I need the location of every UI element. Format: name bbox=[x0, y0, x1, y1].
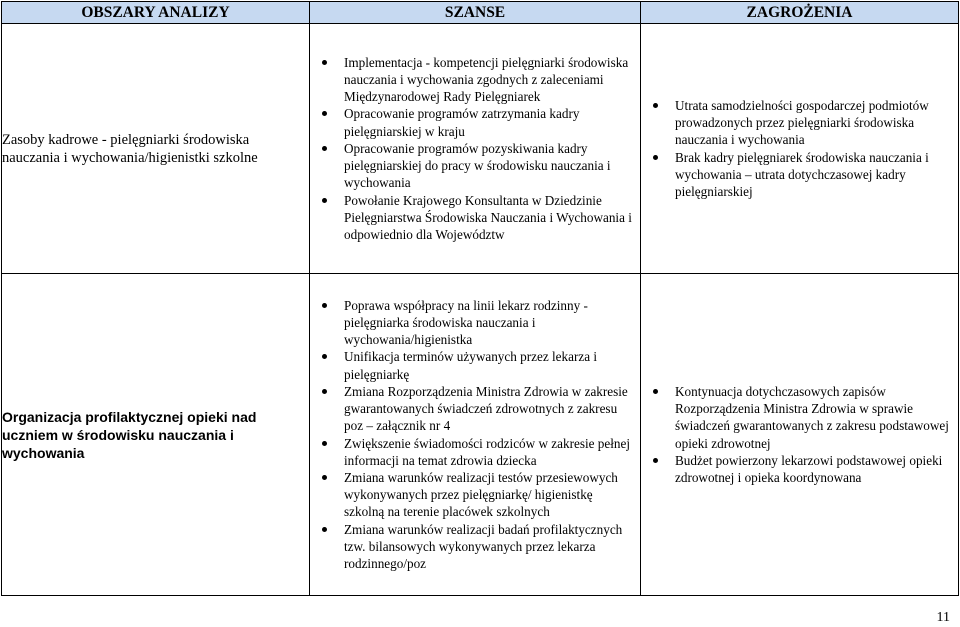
list-item: Zmiana Rozporządzenia Ministra Zdrowia w zakresie gwarantowanych świadczeń zdrowotnych z zakresu poz – załącznik nr 4 bbox=[344, 383, 636, 435]
list-item: Powołanie Krajowego Konsultanta w Dziedzinie Pielęgniarstwa Środowiska Nauczania i Wychowania i odpowiednio dla Województw bbox=[344, 192, 636, 244]
opportunities-cell bbox=[310, 274, 641, 596]
bullet-icon bbox=[653, 389, 658, 394]
bullet-icon bbox=[653, 155, 658, 160]
threats-list bbox=[641, 97, 958, 200]
list-item: Zwiększenie świadomości rodziców w zakresie pełnej informacji na temat zdrowia dziecka bbox=[344, 435, 636, 469]
opportunities-cell bbox=[310, 24, 641, 274]
list-item: Poprawa współpracy na linii lekarz rodzinny - pielęgniarka środowiska nauczania i wychowania/higienistka bbox=[344, 297, 636, 349]
swot-table bbox=[1, 1, 959, 596]
list-item: Opracowanie programów zatrzymania kadry pielęgniarskiej w kraju bbox=[344, 105, 636, 139]
header-areas: OBSZARY ANALIZY bbox=[2, 2, 310, 24]
bullet-icon bbox=[322, 475, 327, 480]
bullet-icon bbox=[653, 458, 658, 463]
bullet-icon bbox=[322, 527, 327, 532]
threats-list bbox=[641, 383, 958, 486]
list-item: Utrata samodzielności gospodarczej podmiotów prowadzonych przez pielęgniarki środowiska nauczania i wychowania bbox=[675, 97, 954, 149]
area-cell: Organizacja profilaktycznej opieki nad uczniem w środowisku nauczania i wychowania bbox=[2, 274, 310, 596]
header-row bbox=[2, 2, 959, 24]
header-threats: ZAGROŻENIA bbox=[641, 2, 959, 24]
list-item: Kontynuacja dotychczasowych zapisów Rozporządzenia Ministra Zdrowia w sprawie świadczeń gwarantowanych z zakresu podstawowej opieki zdrowotnej bbox=[675, 383, 954, 452]
bullet-icon bbox=[322, 111, 327, 116]
area-cell: Zasoby kadrowe - pielęgniarki środowiska nauczania i wychowania/higienistki szkolne bbox=[2, 24, 310, 274]
bullet-icon bbox=[322, 146, 327, 151]
page-number: 11 bbox=[936, 610, 950, 625]
bullet-icon bbox=[322, 60, 327, 65]
list-item: Zmiana warunków realizacji testów przesiewowych wykonywanych przez pielęgniarkę/ higienistkę szkolną na terenie placówek szkolnych bbox=[344, 469, 636, 521]
list-item: Budżet powierzony lekarzowi podstawowej opieki zdrowotnej i opieka koordynowana bbox=[675, 452, 954, 486]
list-item: Zmiana warunków realizacji badań profilaktycznych tzw. bilansowych wykonywanych przez lekarza rodzinnego/poz bbox=[344, 521, 636, 573]
list-item: Implementacja - kompetencji pielęgniarki środowiska nauczania i wychowania zgodnych z zaleceniami Międzynarodowej Rady Pielęgniarek bbox=[344, 54, 636, 106]
bullet-icon bbox=[322, 441, 327, 446]
header-opportunities: SZANSE bbox=[310, 2, 641, 24]
bullet-icon bbox=[322, 389, 327, 394]
threats-cell bbox=[641, 274, 959, 596]
opportunities-list bbox=[310, 297, 640, 572]
bullet-icon bbox=[322, 303, 327, 308]
threats-cell bbox=[641, 24, 959, 274]
list-item: Brak kadry pielęgniarek środowiska nauczania i wychowania – utrata dotychczasowej kadry pielęgniarskiej bbox=[675, 149, 954, 201]
table-row bbox=[2, 24, 959, 274]
bullet-icon bbox=[322, 354, 327, 359]
list-item: Unifikacja terminów używanych przez lekarza i pielęgniarkę bbox=[344, 348, 636, 382]
bullet-icon bbox=[322, 198, 327, 203]
bullet-icon bbox=[653, 103, 658, 108]
opportunities-list bbox=[310, 54, 640, 243]
table-row bbox=[2, 274, 959, 596]
list-item: Opracowanie programów pozyskiwania kadry pielęgniarskiej do pracy w środowisku nauczania i wychowania bbox=[344, 140, 636, 192]
